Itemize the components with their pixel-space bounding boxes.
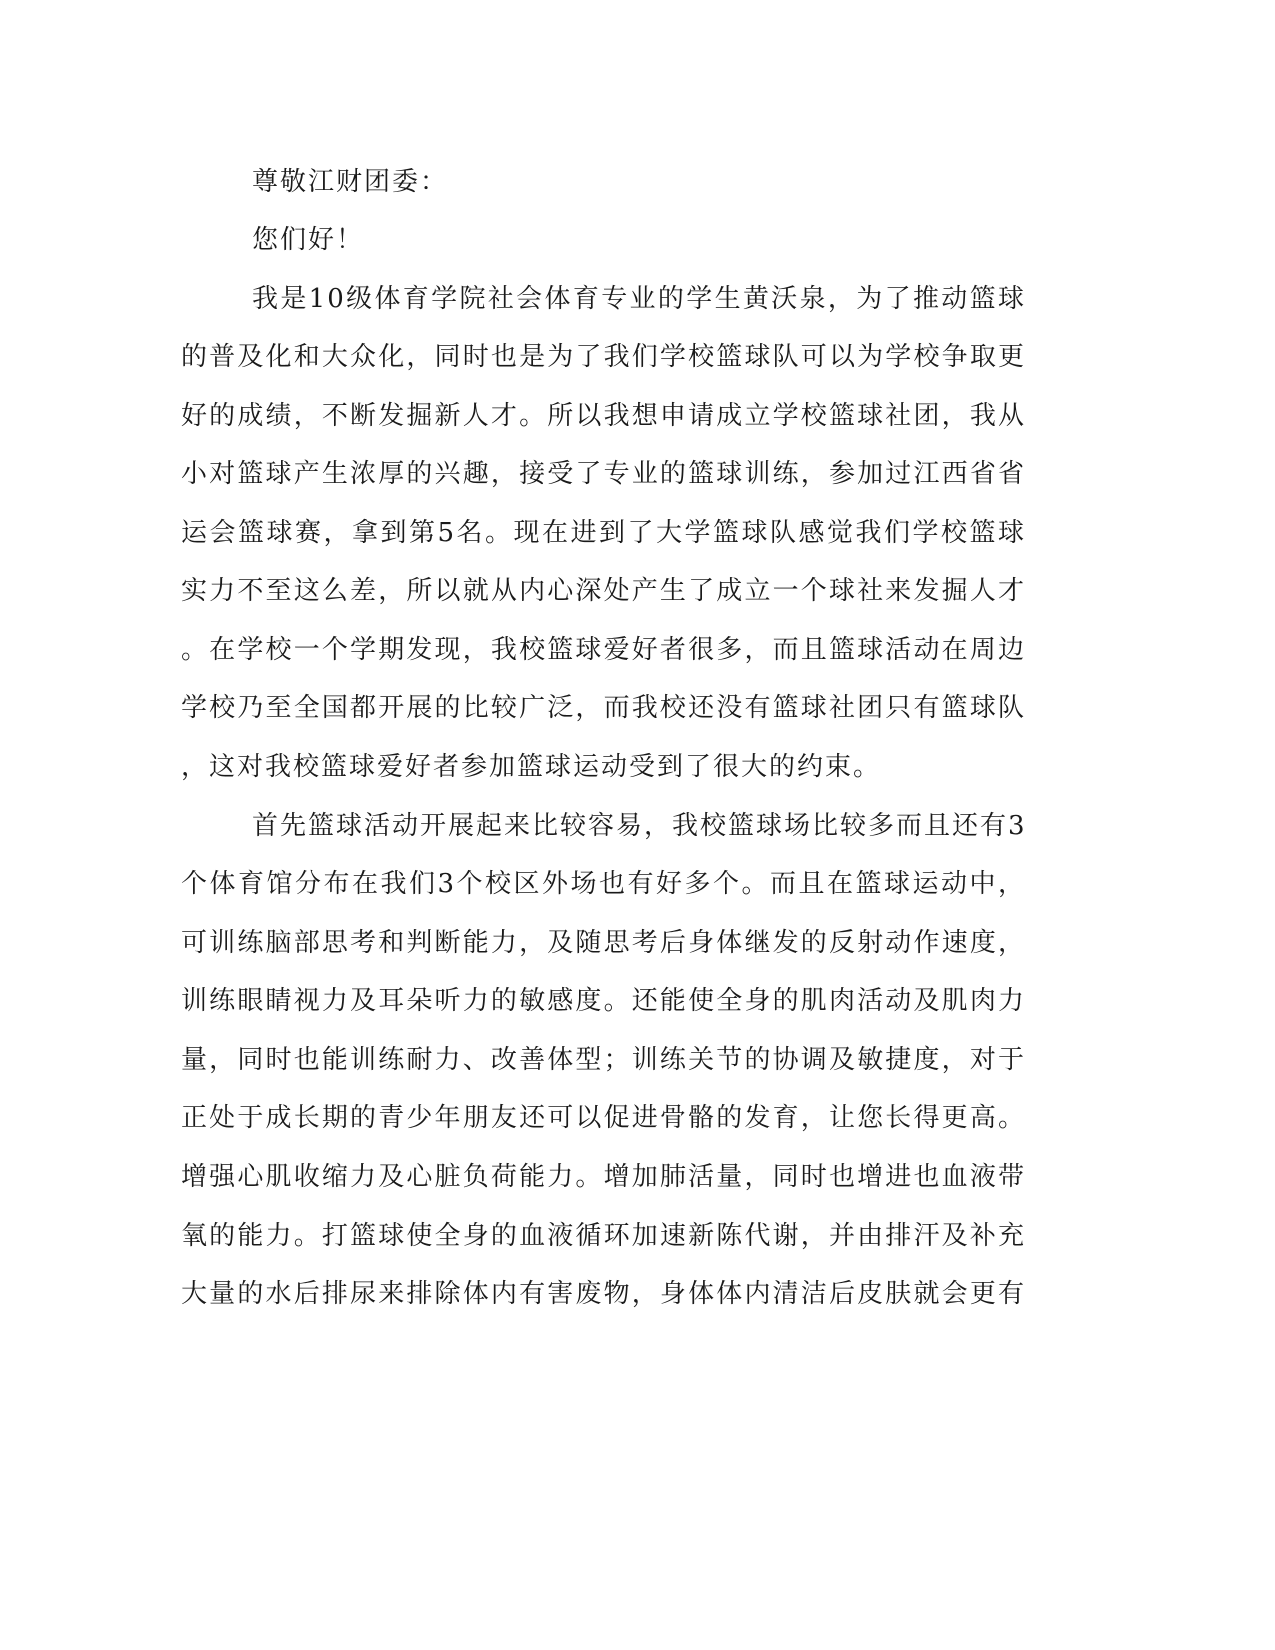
paragraph-2-line-2: 个体育馆分布在我们3个校区外场也有好多个。而且在篮球运动中， [181, 869, 1026, 899]
paragraph-2-line-8: 氧的能力。打篮球使全身的血液循环加速新陈代谢，并由排汗及补充 [181, 1221, 1026, 1251]
paragraph-1-line-9: ，这对我校篮球爱好者参加篮球运动受到了很大的约束。 [181, 752, 882, 782]
paragraph-1-line-1: 我是10级体育学院社会体育专业的学生黄沃泉，为了推动篮球 [252, 284, 1026, 314]
greeting: 您们好！ [252, 225, 365, 255]
paragraph-2-line-3: 可训练脑部思考和判断能力，及随思考后身体继发的反射动作速度， [181, 928, 1026, 958]
paragraph-2-line-1: 首先篮球活动开展起来比较容易，我校篮球场比较多而且还有3 [252, 811, 1027, 841]
paragraph-2-line-9: 大量的水后排尿来排除体内有害废物，身体体内清洁后皮肤就会更有 [181, 1279, 1026, 1309]
paragraph-2-line-5: 量，同时也能训练耐力、改善体型；训练关节的协调及敏捷度，对于 [181, 1045, 1026, 1075]
paragraph-2-line-4: 训练眼睛视力及耳朵听力的敏感度。还能使全身的肌肉活动及肌肉力 [181, 986, 1026, 1016]
paragraph-2-line-6: 正处于成长期的青少年朋友还可以促进骨骼的发育，让您长得更高。 [181, 1103, 1026, 1133]
paragraph-1-line-5: 运会篮球赛，拿到第5名。现在进到了大学篮球队感觉我们学校篮球 [181, 518, 1026, 548]
paragraph-1-line-3: 好的成绩，不断发掘新人才。所以我想申请成立学校篮球社团，我从 [181, 401, 1026, 431]
paragraph-2-line-7: 增强心肌收缩力及心脏负荷能力。增加肺活量，同时也增进也血液带 [181, 1162, 1026, 1192]
paragraph-1-line-8: 学校乃至全国都开展的比较广泛，而我校还没有篮球社团只有篮球队 [181, 693, 1026, 723]
paragraph-1-line-2: 的普及化和大众化，同时也是为了我们学校篮球队可以为学校争取更 [181, 342, 1026, 372]
paragraph-1-line-6: 实力不至这么差，所以就从内心深处产生了成立一个球社来发掘人才 [181, 576, 1026, 606]
paragraph-1-line-4: 小对篮球产生浓厚的兴趣，接受了专业的篮球训练，参加过江西省省 [181, 459, 1026, 489]
paragraph-1-line-7: 。在学校一个学期发现，我校篮球爱好者很多，而且篮球活动在周边 [181, 635, 1026, 665]
salutation: 尊敬江财团委： [252, 167, 449, 197]
